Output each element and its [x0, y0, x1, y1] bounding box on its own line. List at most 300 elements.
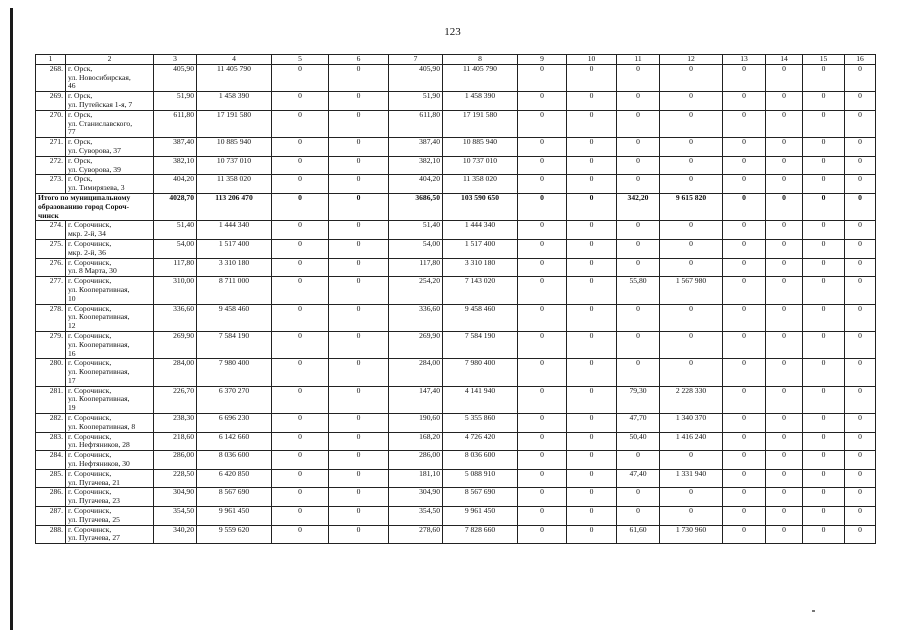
row-number: 288. [36, 525, 66, 544]
value-col-4: 9 559 620 [197, 525, 272, 544]
value-col-16: 0 [845, 92, 876, 111]
row-number: 273. [36, 175, 66, 194]
value-col-10: 0 [567, 92, 617, 111]
address-cell [66, 469, 154, 488]
value-col-16: 0 [845, 175, 876, 194]
value-col-16: 0 [845, 277, 876, 304]
value-col-9: 0 [518, 239, 567, 258]
value-col-14: 0 [766, 414, 803, 433]
column-number-5: 5 [272, 55, 329, 65]
row-number: 283. [36, 432, 66, 451]
value-col-5: 0 [272, 239, 329, 258]
table-row [36, 239, 876, 258]
value-col-16: 0 [845, 64, 876, 91]
value-col-15: 0 [803, 525, 845, 544]
address-line: г. Сорочинск, [68, 239, 112, 248]
value-col-3: 286,00 [154, 451, 197, 470]
value-col-11: 0 [617, 304, 660, 331]
value-col-12: 1 416 240 [660, 432, 723, 451]
value-col-15: 0 [803, 507, 845, 526]
value-col-13: 0 [723, 156, 766, 175]
value-col-7: 147,40 [389, 386, 443, 413]
value-col-5: 0 [272, 488, 329, 507]
address-cell [66, 414, 154, 433]
row-number: 271. [36, 138, 66, 157]
value-col-7: 286,00 [389, 451, 443, 470]
value-col-8: 3 310 180 [443, 258, 518, 277]
value-col-5: 0 [272, 193, 329, 220]
value-col-10: 0 [567, 432, 617, 451]
value-col-9: 0 [518, 488, 567, 507]
address-line: ул. Пугачева, 27 [68, 533, 120, 543]
value-col-13: 0 [723, 193, 766, 220]
address-line: ул. Кооперативная, [68, 284, 130, 294]
address-line: ул. Пугачева, 25 [68, 514, 120, 524]
value-col-4: 1 517 400 [197, 239, 272, 258]
table-row [36, 304, 876, 331]
value-col-14: 0 [766, 138, 803, 157]
column-number-14: 14 [766, 55, 803, 65]
address-line: 77 [68, 127, 76, 137]
table-row [36, 488, 876, 507]
value-col-15: 0 [803, 331, 845, 358]
column-number-2: 2 [66, 55, 154, 65]
value-col-8: 4 141 940 [443, 386, 518, 413]
row-number: 276. [36, 258, 66, 277]
value-col-8: 1 458 390 [443, 92, 518, 111]
value-col-14: 0 [766, 239, 803, 258]
value-col-7: 405,90 [389, 64, 443, 91]
value-col-16: 0 [845, 432, 876, 451]
value-col-12: 0 [660, 331, 723, 358]
value-col-4: 17 191 580 [197, 110, 272, 137]
value-col-15: 0 [803, 175, 845, 194]
value-col-15: 0 [803, 156, 845, 175]
value-col-16: 0 [845, 488, 876, 507]
value-col-14: 0 [766, 175, 803, 194]
value-col-4: 6 420 850 [197, 469, 272, 488]
value-col-16: 0 [845, 221, 876, 240]
value-col-5: 0 [272, 331, 329, 358]
value-col-7: 611,80 [389, 110, 443, 137]
value-col-3: 340,20 [154, 525, 197, 544]
value-col-11: 0 [617, 488, 660, 507]
value-col-5: 0 [272, 258, 329, 277]
value-col-11: 0 [617, 258, 660, 277]
address-line: г. Сорочинск, [68, 525, 112, 534]
row-number: 274. [36, 221, 66, 240]
value-col-11: 47,70 [617, 414, 660, 433]
value-col-8: 17 191 580 [443, 110, 518, 137]
address-cell [66, 258, 154, 277]
value-col-8: 7 828 660 [443, 525, 518, 544]
value-col-13: 0 [723, 239, 766, 258]
value-col-11: 0 [617, 138, 660, 157]
value-col-5: 0 [272, 359, 329, 386]
address-line: г. Сорочинск, [68, 358, 112, 368]
address-cell [66, 64, 154, 91]
column-number-9: 9 [518, 55, 567, 65]
value-col-3: 117,80 [154, 258, 197, 277]
value-col-10: 0 [567, 239, 617, 258]
value-col-8: 9 961 450 [443, 507, 518, 526]
value-col-14: 0 [766, 221, 803, 240]
value-col-8: 10 885 940 [443, 138, 518, 157]
value-col-4: 113 206 470 [197, 193, 272, 220]
value-col-6: 0 [329, 258, 389, 277]
value-col-12: 0 [660, 488, 723, 507]
value-col-14: 0 [766, 525, 803, 544]
value-col-13: 0 [723, 525, 766, 544]
value-col-16: 0 [845, 304, 876, 331]
value-col-7: 181,10 [389, 469, 443, 488]
address-line: г. Сорочинск, [68, 487, 112, 497]
value-col-3: 269,90 [154, 331, 197, 358]
page-number: 123 [444, 26, 461, 38]
value-col-7: 269,90 [389, 331, 443, 358]
value-col-10: 0 [567, 175, 617, 194]
address-line: ул. Нефтяников, 30 [68, 459, 130, 469]
value-col-10: 0 [567, 138, 617, 157]
address-line: г. Орск, [68, 91, 93, 101]
address-line: г. Сорочинск, [68, 220, 112, 230]
value-col-4: 8 036 600 [197, 451, 272, 470]
address-line: г. Сорочинск, [68, 276, 112, 286]
value-col-14: 0 [766, 304, 803, 331]
value-col-10: 0 [567, 64, 617, 91]
row-number: 287. [36, 507, 66, 526]
value-col-8: 1 517 400 [443, 239, 518, 258]
value-col-11: 0 [617, 451, 660, 470]
column-number-7: 7 [389, 55, 443, 65]
value-col-7: 168,20 [389, 432, 443, 451]
value-col-7: 382,10 [389, 156, 443, 175]
table-row [36, 64, 876, 91]
address-line: г. Сорочинск, [68, 331, 112, 340]
value-col-15: 0 [803, 258, 845, 277]
data-table [35, 54, 876, 544]
value-col-6: 0 [329, 175, 389, 194]
address-line: 16 [68, 348, 76, 358]
value-col-12: 0 [660, 239, 723, 258]
table-row [36, 175, 876, 194]
row-number: 285. [36, 469, 66, 488]
row-number: 280. [36, 359, 66, 386]
value-col-9: 0 [518, 414, 567, 433]
value-col-16: 0 [845, 239, 876, 258]
address-line: г. Сорочинск, [68, 506, 112, 516]
value-col-16: 0 [845, 469, 876, 488]
value-col-6: 0 [329, 386, 389, 413]
value-col-11: 0 [617, 92, 660, 111]
address-line: ул. Пугачева, 21 [68, 477, 120, 487]
value-col-7: 51,40 [389, 221, 443, 240]
value-col-12: 0 [660, 64, 723, 91]
value-col-7: 336,60 [389, 304, 443, 331]
value-col-13: 0 [723, 138, 766, 157]
value-col-11: 0 [617, 239, 660, 258]
value-col-15: 0 [803, 138, 845, 157]
value-col-14: 0 [766, 331, 803, 358]
value-col-10: 0 [567, 110, 617, 137]
value-col-15: 0 [803, 304, 845, 331]
address-line: ул. Новосибирская, [68, 72, 131, 82]
value-col-5: 0 [272, 221, 329, 240]
value-col-9: 0 [518, 525, 567, 544]
value-col-10: 0 [567, 507, 617, 526]
value-col-16: 0 [845, 138, 876, 157]
value-col-13: 0 [723, 414, 766, 433]
value-col-13: 0 [723, 451, 766, 470]
value-col-8: 1 444 340 [443, 221, 518, 240]
value-col-9: 0 [518, 304, 567, 331]
value-col-13: 0 [723, 469, 766, 488]
value-col-13: 0 [723, 488, 766, 507]
total-label [36, 193, 154, 220]
value-col-5: 0 [272, 175, 329, 194]
address-line: ул. Нефтяников, 28 [68, 440, 130, 450]
value-col-9: 0 [518, 469, 567, 488]
value-col-3: 336,60 [154, 304, 197, 331]
address-line: 46 [68, 81, 76, 91]
value-col-10: 0 [567, 488, 617, 507]
value-col-6: 0 [329, 507, 389, 526]
value-col-12: 0 [660, 221, 723, 240]
value-col-6: 0 [329, 92, 389, 111]
value-col-8: 9 458 460 [443, 304, 518, 331]
value-col-10: 0 [567, 221, 617, 240]
value-col-6: 0 [329, 469, 389, 488]
value-col-11: 342,20 [617, 193, 660, 220]
value-col-3: 284,00 [154, 359, 197, 386]
value-col-8: 8 567 690 [443, 488, 518, 507]
value-col-11: 0 [617, 221, 660, 240]
value-col-10: 0 [567, 451, 617, 470]
value-col-12: 9 615 820 [660, 193, 723, 220]
row-number: 277. [36, 277, 66, 304]
value-col-12: 0 [660, 175, 723, 194]
value-col-9: 0 [518, 258, 567, 277]
value-col-3: 51,90 [154, 92, 197, 111]
value-col-10: 0 [567, 304, 617, 331]
binding-edge-line [10, 8, 13, 630]
value-col-6: 0 [329, 156, 389, 175]
value-col-9: 0 [518, 193, 567, 220]
row-number: 268. [36, 64, 66, 91]
address-line: ул. Путейская 1-я, 7 [68, 99, 133, 109]
value-col-7: 51,90 [389, 92, 443, 111]
column-number-8: 8 [443, 55, 518, 65]
value-col-10: 0 [567, 469, 617, 488]
value-col-9: 0 [518, 110, 567, 137]
address-cell [66, 488, 154, 507]
value-col-8: 8 036 600 [443, 451, 518, 470]
value-col-5: 0 [272, 64, 329, 91]
value-col-9: 0 [518, 432, 567, 451]
value-col-7: 54,00 [389, 239, 443, 258]
value-col-8: 7 980 400 [443, 359, 518, 386]
value-col-9: 0 [518, 451, 567, 470]
value-col-13: 0 [723, 258, 766, 277]
address-cell [66, 92, 154, 111]
value-col-15: 0 [803, 469, 845, 488]
address-cell [66, 175, 154, 194]
value-col-15: 0 [803, 359, 845, 386]
value-col-11: 79,30 [617, 386, 660, 413]
value-col-14: 0 [766, 451, 803, 470]
value-col-10: 0 [567, 359, 617, 386]
value-col-10: 0 [567, 386, 617, 413]
value-col-16: 0 [845, 451, 876, 470]
value-col-13: 0 [723, 386, 766, 413]
value-col-10: 0 [567, 414, 617, 433]
value-col-12: 0 [660, 138, 723, 157]
value-col-15: 0 [803, 386, 845, 413]
table-row [36, 359, 876, 386]
value-col-7: 304,90 [389, 488, 443, 507]
value-col-3: 238,30 [154, 414, 197, 433]
address-line: ул. Кооперативная, [68, 339, 130, 349]
value-col-7: 190,60 [389, 414, 443, 433]
value-col-13: 0 [723, 175, 766, 194]
value-col-8: 4 726 420 [443, 432, 518, 451]
value-col-16: 0 [845, 331, 876, 358]
value-col-3: 228,50 [154, 469, 197, 488]
value-col-5: 0 [272, 525, 329, 544]
value-col-5: 0 [272, 92, 329, 111]
value-col-8: 5 355 860 [443, 414, 518, 433]
value-col-7: 278,60 [389, 525, 443, 544]
value-col-10: 0 [567, 156, 617, 175]
value-col-4: 3 310 180 [197, 258, 272, 277]
row-number: 269. [36, 92, 66, 111]
value-col-5: 0 [272, 451, 329, 470]
value-col-6: 0 [329, 277, 389, 304]
value-col-12: 1 730 960 [660, 525, 723, 544]
address-line: мкр. 2-й, 36 [68, 247, 106, 257]
value-col-12: 2 228 330 [660, 386, 723, 413]
value-col-11: 0 [617, 64, 660, 91]
address-cell [66, 359, 154, 386]
value-col-12: 1 331 940 [660, 469, 723, 488]
value-col-6: 0 [329, 64, 389, 91]
row-number: 270. [36, 110, 66, 137]
value-col-4: 1 458 390 [197, 92, 272, 111]
value-col-9: 0 [518, 175, 567, 194]
total-label-line: образованию город Сороч- [38, 201, 130, 211]
value-col-13: 0 [723, 359, 766, 386]
row-number: 281. [36, 386, 66, 413]
value-col-9: 0 [518, 359, 567, 386]
value-col-15: 0 [803, 110, 845, 137]
value-col-6: 0 [329, 359, 389, 386]
address-cell [66, 304, 154, 331]
value-col-13: 0 [723, 277, 766, 304]
address-line: г. Сорочинск, [68, 450, 112, 460]
value-col-6: 0 [329, 432, 389, 451]
address-line: ул. Суворова, 39 [68, 164, 121, 174]
value-col-7: 284,00 [389, 359, 443, 386]
value-col-12: 0 [660, 507, 723, 526]
value-col-11: 55,80 [617, 277, 660, 304]
table-row [36, 277, 876, 304]
column-number-12: 12 [660, 55, 723, 65]
address-line: ул. Пугачева, 23 [68, 496, 120, 506]
column-number-1: 1 [36, 55, 66, 65]
address-line: г. Орск, [68, 174, 93, 184]
value-col-16: 0 [845, 359, 876, 386]
address-cell [66, 525, 154, 544]
address-line: ул. Тимирязева, 3 [68, 183, 125, 193]
value-col-7: 354,50 [389, 507, 443, 526]
table-body [36, 64, 876, 543]
value-col-16: 0 [845, 193, 876, 220]
table-row [36, 110, 876, 137]
column-number-header-row [36, 55, 876, 65]
value-col-14: 0 [766, 193, 803, 220]
table-row [36, 525, 876, 544]
value-col-12: 0 [660, 451, 723, 470]
address-line: г. Сорочинск, [68, 469, 112, 478]
row-number: 279. [36, 331, 66, 358]
value-col-6: 0 [329, 138, 389, 157]
value-col-15: 0 [803, 239, 845, 258]
value-col-5: 0 [272, 414, 329, 433]
total-label-line: Итого по муниципальному [38, 193, 131, 202]
address-cell [66, 432, 154, 451]
address-cell [66, 221, 154, 240]
value-col-15: 0 [803, 277, 845, 304]
value-col-11: 50,40 [617, 432, 660, 451]
value-col-9: 0 [518, 331, 567, 358]
row-number: 286. [36, 488, 66, 507]
address-line: ул. 8 Марта, 30 [68, 266, 117, 276]
value-col-13: 0 [723, 507, 766, 526]
address-line: ул. Кооперативная, [68, 367, 130, 377]
value-col-10: 0 [567, 331, 617, 358]
value-col-16: 0 [845, 386, 876, 413]
value-col-6: 0 [329, 331, 389, 358]
value-col-3: 405,90 [154, 64, 197, 91]
address-line: ул. Суворова, 37 [68, 145, 121, 155]
column-number-13: 13 [723, 55, 766, 65]
column-number-6: 6 [329, 55, 389, 65]
value-col-5: 0 [272, 304, 329, 331]
total-label-line: чинск [38, 210, 59, 220]
value-col-6: 0 [329, 221, 389, 240]
value-col-13: 0 [723, 221, 766, 240]
value-col-9: 0 [518, 221, 567, 240]
value-col-5: 0 [272, 432, 329, 451]
value-col-3: 54,00 [154, 239, 197, 258]
value-col-14: 0 [766, 156, 803, 175]
address-line: 19 [68, 403, 76, 413]
address-cell [66, 156, 154, 175]
value-col-9: 0 [518, 386, 567, 413]
row-number: 284. [36, 451, 66, 470]
value-col-7: 387,40 [389, 138, 443, 157]
table-row [36, 331, 876, 358]
address-line: г. Орск, [68, 156, 93, 165]
value-col-3: 382,10 [154, 156, 197, 175]
value-col-12: 0 [660, 304, 723, 331]
value-col-14: 0 [766, 277, 803, 304]
value-col-5: 0 [272, 386, 329, 413]
address-line: ул. Станиславского, [68, 118, 133, 128]
value-col-15: 0 [803, 432, 845, 451]
address-line: ул. Кооперативная, 8 [68, 421, 136, 431]
value-col-6: 0 [329, 110, 389, 137]
